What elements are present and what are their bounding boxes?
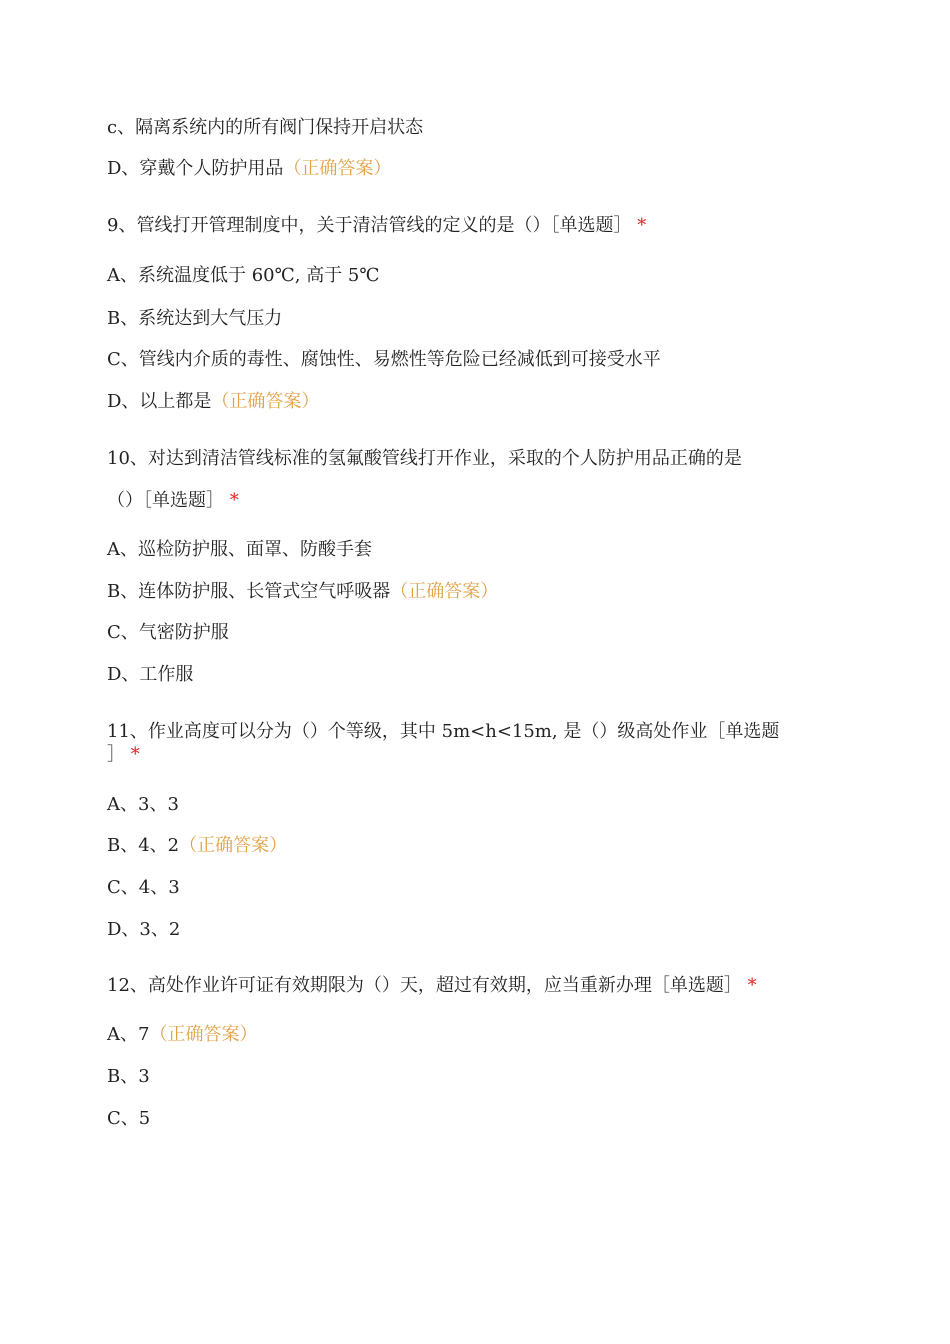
correct-answer-tag: （正确答案） bbox=[211, 391, 320, 412]
correct-answer-tag: （正确答案） bbox=[179, 835, 288, 856]
q11-option-b bbox=[107, 834, 287, 858]
question-10-line-2 bbox=[107, 489, 239, 513]
q9-option-c bbox=[107, 348, 661, 372]
correct-answer-tag: （正确答案） bbox=[390, 581, 499, 602]
option-text: C、管线内介质的毒性、腐蚀性、易燃性等危险已经减低到可接受水平 bbox=[107, 349, 661, 370]
option-text: D、工作服 bbox=[107, 664, 194, 685]
question-text: （）［单选题］ bbox=[107, 490, 224, 511]
question-text: 11、作业高度可以分为（）个等级，其中 5m<h<15m, 是（）级高处作业［单选题 bbox=[107, 721, 780, 742]
q9-option-a bbox=[107, 264, 380, 288]
option-c-isolate-valves bbox=[107, 116, 423, 140]
q10-option-a bbox=[107, 538, 372, 562]
q11-option-c bbox=[107, 876, 180, 900]
required-star: * bbox=[747, 975, 757, 996]
question-12 bbox=[107, 974, 757, 998]
option-text: B、系统达到大气压力 bbox=[107, 308, 283, 329]
q12-option-b bbox=[107, 1065, 150, 1089]
question-text: ］ bbox=[107, 744, 125, 765]
required-star: * bbox=[130, 744, 140, 765]
option-text: D、3、2 bbox=[107, 919, 181, 940]
option-text: C、4、3 bbox=[107, 877, 180, 898]
question-11-line-1 bbox=[107, 720, 779, 744]
q10-option-c bbox=[107, 621, 229, 645]
option-text: A、系统温度低于 60℃, 高于 5℃ bbox=[107, 265, 380, 286]
option-text: D、以上都是 bbox=[107, 391, 212, 412]
correct-answer-tag: （正确答案） bbox=[283, 158, 392, 179]
option-text: B、3 bbox=[107, 1066, 150, 1087]
question-10-line-1 bbox=[107, 447, 742, 471]
option-text: C、5 bbox=[107, 1108, 151, 1129]
option-text: A、7 bbox=[107, 1024, 150, 1045]
option-text: c、隔离系统内的所有阀门保持开启状态 bbox=[107, 117, 424, 138]
q12-option-a bbox=[107, 1023, 257, 1047]
q10-option-b bbox=[107, 580, 498, 604]
q9-option-d bbox=[107, 390, 319, 414]
question-9 bbox=[107, 214, 646, 238]
option-text: B、连体防护服、长管式空气呼吸器 bbox=[107, 581, 391, 602]
q11-option-a bbox=[107, 793, 179, 817]
required-star: * bbox=[637, 215, 647, 236]
question-11-line-2 bbox=[107, 743, 140, 767]
question-text: 10、对达到清洁管线标准的氢氟酸管线打开作业，采取的个人防护用品正确的是 bbox=[107, 448, 742, 469]
option-text: B、4、2 bbox=[107, 835, 180, 856]
q10-option-d bbox=[107, 663, 193, 687]
required-star: * bbox=[229, 490, 239, 511]
option-text: C、气密防护服 bbox=[107, 622, 229, 643]
question-text: 9、管线打开管理制度中，关于清洁管线的定义的是（）［单选题］ bbox=[107, 215, 632, 236]
q11-option-d bbox=[107, 918, 180, 942]
correct-answer-tag: （正确答案） bbox=[149, 1024, 258, 1045]
option-d-ppe bbox=[107, 157, 391, 181]
q12-option-c bbox=[107, 1107, 150, 1131]
option-text: A、3、3 bbox=[107, 794, 179, 815]
option-text: D、穿戴个人防护用品 bbox=[107, 158, 284, 179]
q9-option-b bbox=[107, 307, 282, 331]
question-text: 12、高处作业许可证有效期限为（）天，超过有效期，应当重新办理［单选题］ bbox=[107, 975, 742, 996]
option-text: A、巡检防护服、面罩、防酸手套 bbox=[107, 539, 372, 560]
